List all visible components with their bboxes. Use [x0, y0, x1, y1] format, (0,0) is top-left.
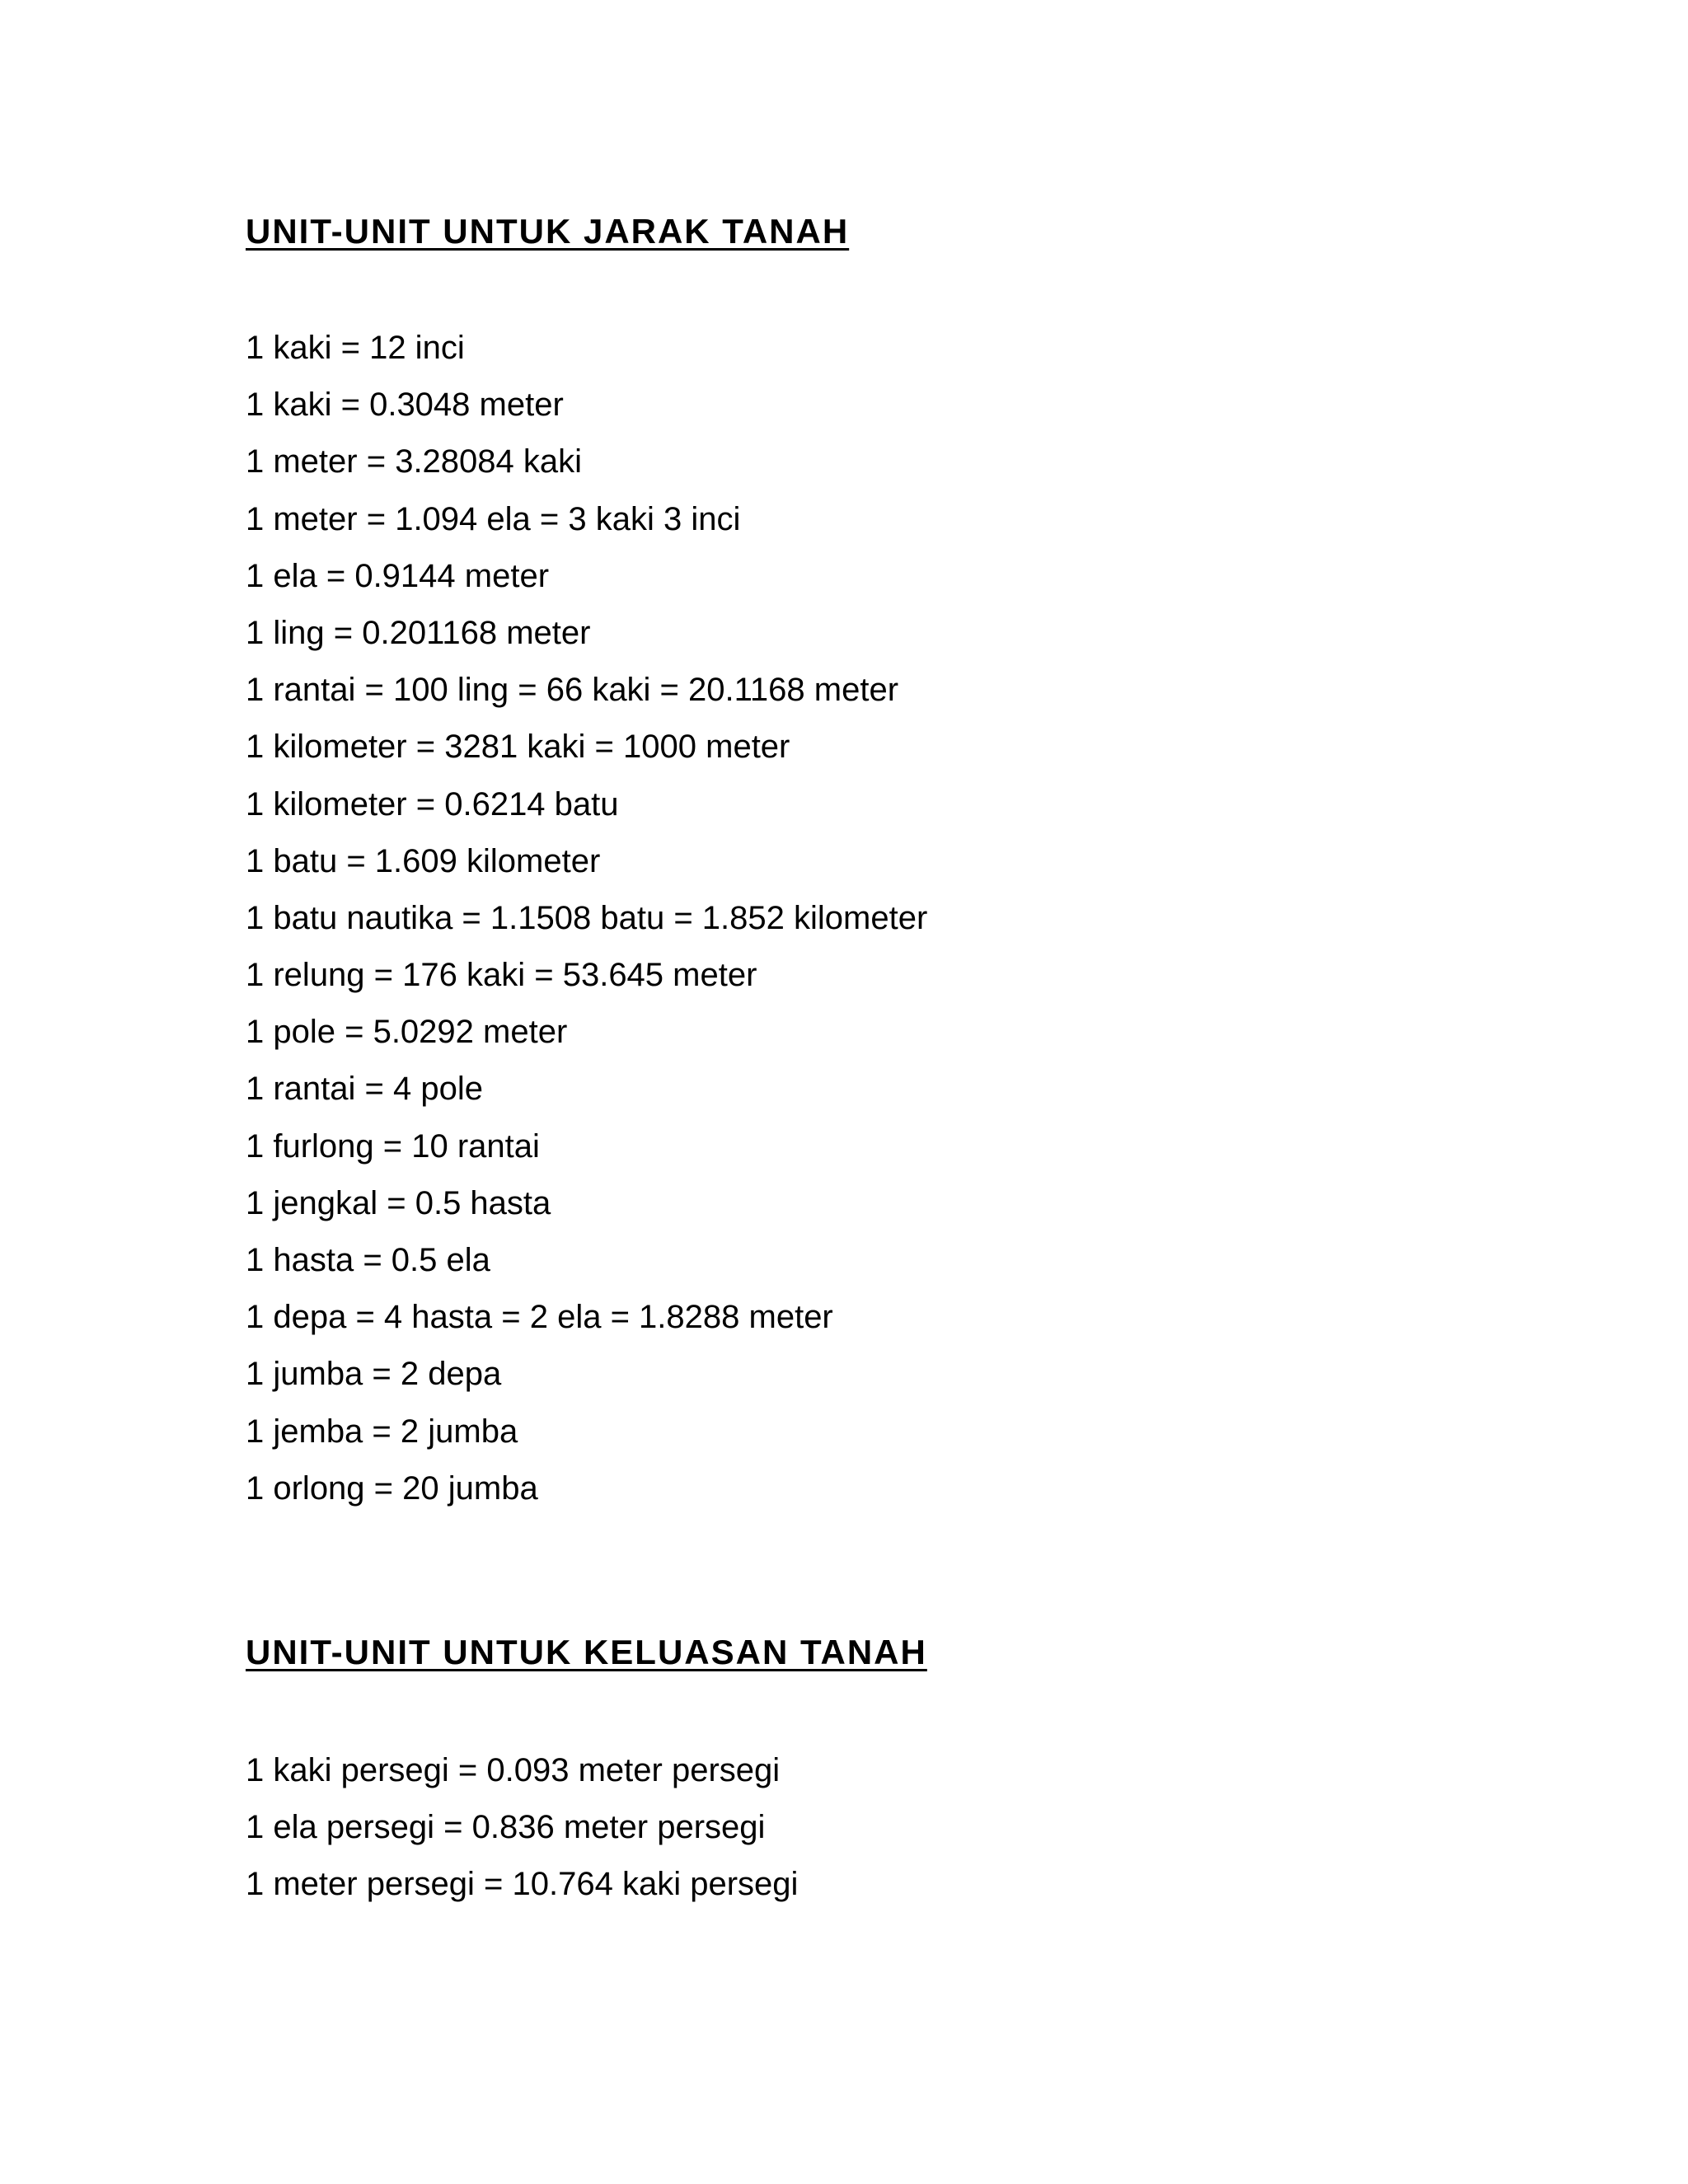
- conversion-line: 1 meter persegi = 10.764 kaki persegi: [246, 1866, 799, 1903]
- conversion-line: 1 kaki = 12 inci: [246, 330, 465, 366]
- section-heading: UNIT-UNIT UNTUK KELUASAN TANAH: [246, 1633, 927, 1671]
- conversion-line: 1 rantai = 4 pole: [246, 1071, 483, 1108]
- conversion-line: 1 ling = 0.201168 meter: [246, 614, 591, 651]
- section-land-distance-units: [246, 208, 927, 1517]
- conversion-line: 1 hasta = 0.5 ela: [246, 1242, 490, 1278]
- conversion-line: 1 pole = 5.0292 meter: [246, 1014, 568, 1051]
- section-land-area-units: [246, 1629, 927, 1914]
- conversion-line: 1 depa = 4 hasta = 2 ela = 1.8288 meter: [246, 1299, 833, 1336]
- conversion-list: [246, 1742, 927, 1914]
- conversion-line: 1 kilometer = 0.6214 batu: [246, 785, 619, 823]
- section-heading: UNIT-UNIT UNTUK JARAK TANAH: [246, 212, 850, 251]
- conversion-line: 1 meter = 3.28084 kaki: [246, 443, 583, 480]
- conversion-line: 1 jumba = 2 depa: [246, 1356, 502, 1393]
- conversion-line: 1 orlong = 20 jumba: [246, 1469, 538, 1507]
- conversion-line: 1 meter = 1.094 ela = 3 kaki 3 inci: [246, 500, 741, 537]
- conversion-list: [246, 320, 927, 1517]
- conversion-line: 1 kaki = 0.3048 meter: [246, 387, 564, 424]
- conversion-line: 1 jemba = 2 jumba: [246, 1413, 518, 1450]
- conversion-line: 1 batu nautika = 1.1508 batu = 1.852 kilometer: [246, 899, 928, 936]
- conversion-line: 1 relung = 176 kaki = 53.645 meter: [246, 957, 757, 994]
- conversion-line: 1 furlong = 10 rantai: [246, 1127, 540, 1165]
- conversion-line: 1 rantai = 100 ling = 66 kaki = 20.1168 meter: [246, 672, 899, 709]
- conversion-line: 1 jengkal = 0.5 hasta: [246, 1184, 551, 1221]
- conversion-line: 1 kilometer = 3281 kaki = 1000 meter: [246, 729, 790, 766]
- conversion-line: 1 ela = 0.9144 meter: [246, 557, 550, 594]
- conversion-line: 1 kaki persegi = 0.093 meter persegi: [246, 1752, 781, 1788]
- conversion-line: 1 ela persegi = 0.836 meter persegi: [246, 1809, 766, 1846]
- conversion-line: 1 batu = 1.609 kilometer: [246, 842, 601, 879]
